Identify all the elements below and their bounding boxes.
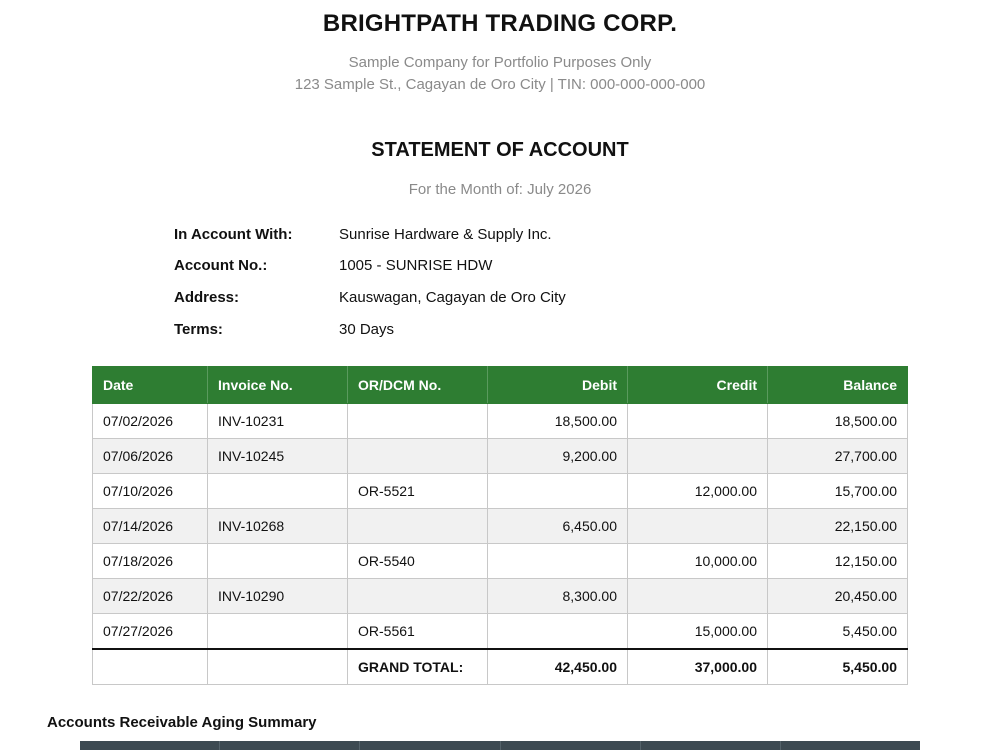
- table-header-row: [93, 367, 908, 404]
- cell-credit: 12,000.00: [628, 474, 768, 509]
- col-header-invoice: Invoice No.: [208, 367, 348, 404]
- grand-total-balance: 5,450.00: [768, 649, 908, 685]
- table-row: [93, 404, 908, 439]
- label-terms: Terms:: [174, 321, 223, 338]
- cell-date: 07/22/2026: [93, 579, 208, 614]
- cell-balance: 15,700.00: [768, 474, 908, 509]
- cell-invoice: [208, 544, 348, 579]
- value-account-no: 1005 - SUNRISE HDW: [339, 257, 493, 274]
- cell-empty: [93, 649, 208, 685]
- cell-invoice: INV-10290: [208, 579, 348, 614]
- cell-debit: 9,200.00: [488, 439, 628, 474]
- cell-invoice: [208, 614, 348, 650]
- table-row: [93, 509, 908, 544]
- cell-debit: [488, 544, 628, 579]
- cell-debit: [488, 474, 628, 509]
- cell-date: 07/14/2026: [93, 509, 208, 544]
- statement-table: [92, 366, 908, 685]
- company-address: 123 Sample St., Cagayan de Oro City | TIN: 000-000-000-000: [294, 76, 706, 93]
- cell-credit: [628, 404, 768, 439]
- document-title: STATEMENT OF ACCOUNT: [371, 139, 629, 161]
- col-header-or-dcm: OR/DCM No.: [348, 367, 488, 404]
- cell-date: 07/18/2026: [93, 544, 208, 579]
- cell-or-dcm: OR-5561: [348, 614, 488, 650]
- grand-total-label: GRAND TOTAL:: [348, 649, 488, 685]
- cell-debit: 18,500.00: [488, 404, 628, 439]
- aging-header-cell: [501, 741, 641, 750]
- cell-credit: [628, 439, 768, 474]
- table-row: [93, 544, 908, 579]
- table-row: [93, 579, 908, 614]
- value-terms: 30 Days: [339, 321, 395, 338]
- cell-credit: 10,000.00: [628, 544, 768, 579]
- aging-table-header: [80, 741, 920, 750]
- label-account-with: In Account With:: [174, 226, 293, 243]
- aging-header-cell: [220, 741, 360, 750]
- cell-balance: 18,500.00: [768, 404, 908, 439]
- table-row: [93, 474, 908, 509]
- value-address: Kauswagan, Cagayan de Oro City: [339, 289, 566, 306]
- grand-total-debit: 42,450.00: [488, 649, 628, 685]
- cell-or-dcm: [348, 404, 488, 439]
- cell-invoice: [208, 474, 348, 509]
- aging-header-cell: [80, 741, 220, 750]
- cell-credit: 15,000.00: [628, 614, 768, 650]
- company-tagline: Sample Company for Portfolio Purposes Only: [348, 54, 652, 71]
- cell-invoice: INV-10268: [208, 509, 348, 544]
- cell-balance: 20,450.00: [768, 579, 908, 614]
- cell-debit: 8,300.00: [488, 579, 628, 614]
- cell-credit: [628, 579, 768, 614]
- aging-header-cell: [781, 741, 920, 750]
- statement-period: For the Month of: July 2026: [408, 181, 592, 198]
- col-header-date: Date: [93, 367, 208, 404]
- col-header-debit: Debit: [488, 367, 628, 404]
- cell-or-dcm: OR-5521: [348, 474, 488, 509]
- label-account-no: Account No.:: [174, 257, 268, 274]
- cell-or-dcm: [348, 509, 488, 544]
- grand-total-credit: 37,000.00: [628, 649, 768, 685]
- cell-invoice: INV-10245: [208, 439, 348, 474]
- col-header-balance: Balance: [768, 367, 908, 404]
- company-name: BRIGHTPATH TRADING CORP.: [322, 10, 678, 37]
- cell-credit: [628, 509, 768, 544]
- cell-balance: 27,700.00: [768, 439, 908, 474]
- cell-empty: [208, 649, 348, 685]
- cell-or-dcm: [348, 579, 488, 614]
- cell-balance: 5,450.00: [768, 614, 908, 650]
- aging-header-cell: [360, 741, 500, 750]
- cell-date: 07/02/2026: [93, 404, 208, 439]
- value-account-with: Sunrise Hardware & Supply Inc.: [339, 226, 552, 243]
- grand-total-row: [93, 649, 908, 685]
- table-row: [93, 614, 908, 650]
- cell-balance: 22,150.00: [768, 509, 908, 544]
- cell-date: 07/10/2026: [93, 474, 208, 509]
- cell-debit: 6,450.00: [488, 509, 628, 544]
- cell-date: 07/27/2026: [93, 614, 208, 650]
- aging-summary-title: Accounts Receivable Aging Summary: [47, 714, 317, 731]
- cell-balance: 12,150.00: [768, 544, 908, 579]
- label-address: Address:: [174, 289, 240, 306]
- cell-invoice: INV-10231: [208, 404, 348, 439]
- cell-or-dcm: OR-5540: [348, 544, 488, 579]
- cell-or-dcm: [348, 439, 488, 474]
- col-header-credit: Credit: [628, 367, 768, 404]
- table-row: [93, 439, 908, 474]
- cell-date: 07/06/2026: [93, 439, 208, 474]
- aging-header-cell: [641, 741, 781, 750]
- cell-debit: [488, 614, 628, 650]
